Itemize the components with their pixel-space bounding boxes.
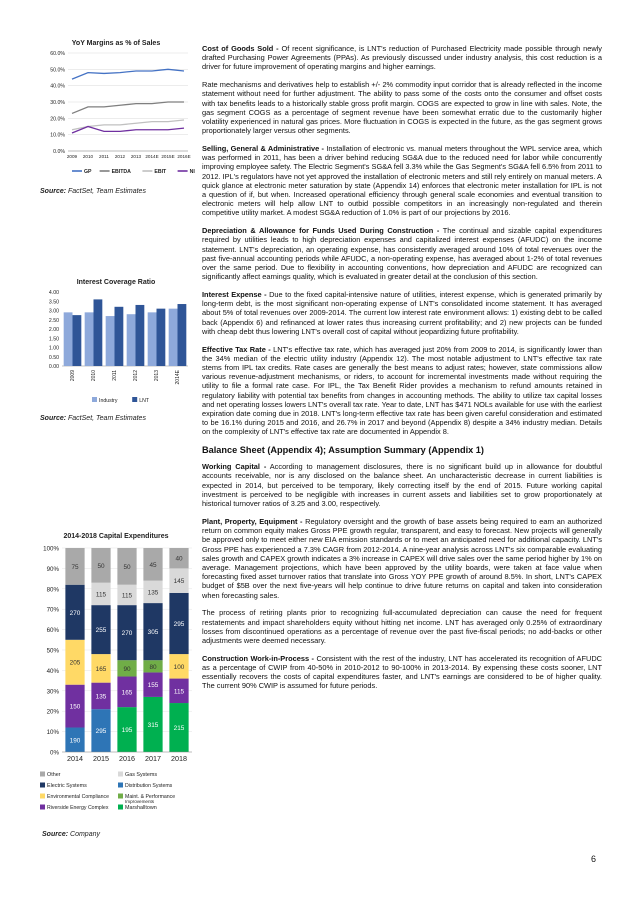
coverage-x-tick: 2010 <box>91 370 97 382</box>
margins-x-tick: 2016E <box>177 154 191 159</box>
coverage-x-tick: 2014E <box>175 370 181 385</box>
capex-legend-label: Distribution Systems <box>125 783 173 789</box>
capex-chart-plot <box>36 540 196 828</box>
coverage-legend-label: Industry <box>99 398 118 404</box>
coverage-bar-lnt <box>115 307 124 366</box>
capex-x-tick: 2016 <box>119 754 135 763</box>
coverage-legend-swatch <box>92 397 97 402</box>
capex-y-tick: 100% <box>43 545 59 553</box>
margins-x-tick: 2013 <box>130 154 142 159</box>
capex-legend-swatch <box>118 805 123 810</box>
margins-legend-label: EBITDA <box>111 169 131 175</box>
margins-x-tick: 2009 <box>66 154 78 159</box>
capex-data-label: 205 <box>69 659 81 667</box>
capex-chart-title: 2014-2018 Capital Expenditures <box>63 533 169 540</box>
text-column <box>202 44 602 699</box>
capex-source: Source: Company <box>42 831 100 838</box>
margins-y-tick: 20.0% <box>50 116 65 123</box>
margins-series-ebitda <box>72 102 184 113</box>
cwip-paragraph: Construction Work-in-Process - Consistent with the rest of the industry, LNT has accelerated its recognition of AFUDC as a percentage of CWIP from 40-50% in 2010-2012 to 90-100% in 2013-2014. By expensing these costs sooner, LNT essentially recovers the costs of capital expenditures faster, and LNT's earnings are considered to be of higher quality. The current 90% CWIP is assumed for future periods. <box>202 653 602 691</box>
capex-data-label: 295 <box>173 620 185 628</box>
capex-data-label: 40 <box>175 555 183 563</box>
capex-data-label: 255 <box>95 627 107 635</box>
capex-legend-swatch <box>118 772 123 777</box>
capex-legend-label: Other <box>47 772 61 778</box>
coverage-bar-lnt <box>178 304 187 366</box>
margins-series-ni <box>72 127 184 134</box>
sga-paragraph: Selling, General & Administrative - Installation of electronic vs. manual meters throughout the WPL service area, which was performed in 2011, has been a driver behind reducing SG&A due to the reduced need for labor while concurrently improving employee safety. The Electric Segment's SG&A fell 3.3% while the Gas Segment's SG&A fell 6.5% from 2011 to 2012. IPL's regulators have not yet approved the installation of electronic meters and still rely entirely on manual meters. A quick glance at electronic meter saturation by state (Appendix 14) enforces that electronic meter installation for IPL is not a question of if, but when. Increased operational efficiency through general scale economies and eventual transition to electronic meters will help allow LNT to outbid possible competitors in an increasingly non-regulated and therein competitive utility market. A modest SG&A reduction of 1.0% is part of our projections by 2016. <box>202 144 602 218</box>
depreciation-paragraph: Depreciation & Allowance for Funds Used During Construction - The continual and sizable capital expenditures required by utilities leads to high depreciation expenses and capitalized interest expenses (AFUDC) on the income statement. LNT's depreciation, an operating expense, has consistently averaged around 10% of total revenues over the past five-annual accounting periods while AFUDC, a non-operating expense, has averaged about 1-2% of total revenues over the same period. Due to flexibility in accounting conventions, how depreciation and AFUDC are recognized can significantly affect earnings quality, which is evaluated in greater detail at the conclusion of this section. <box>202 226 603 282</box>
capex-y-tick: 90% <box>46 565 59 573</box>
coverage-y-tick: 4.00 <box>48 290 59 296</box>
coverage-bar-lnt <box>94 299 103 366</box>
coverage-bar-industry <box>127 314 136 366</box>
capex-data-label: 135 <box>95 693 107 701</box>
capex-data-label: 50 <box>123 563 131 571</box>
capex-data-label: 115 <box>121 592 133 600</box>
coverage-source: Source: FactSet, Team Estimates <box>40 415 146 422</box>
capex-chart <box>36 533 196 838</box>
coverage-y-tick: 1.00 <box>48 345 59 352</box>
coverage-chart-title: Interest Coverage Ratio <box>76 279 156 286</box>
capex-y-tick: 60% <box>46 627 59 635</box>
capex-legend-label: Electric Systems <box>47 783 87 789</box>
coverage-legend-swatch <box>132 397 137 402</box>
capex-data-label: 195 <box>121 727 133 735</box>
capex-data-label: 145 <box>173 578 185 586</box>
coverage-bar-lnt <box>157 309 166 366</box>
coverage-legend-label: LNT <box>139 398 150 404</box>
coverage-bar-lnt <box>136 305 145 366</box>
capex-legend-label: Maint. & Performance Improvements <box>125 794 176 804</box>
margins-legend-label: NI <box>189 169 195 175</box>
coverage-y-tick: 0.00 <box>48 364 59 370</box>
coverage-chart-plot <box>40 286 192 410</box>
margins-x-tick: 2015E <box>161 154 175 159</box>
working-capital-paragraph: Working Capital - According to management disclosures, there is no significant build up in allowance for doubtful accounts receivable, nor is any disclosed on the balance sheet. An uncharacteristic decrease in current liabilities is expected in 2014, but perceived to be temporary, likely correcting itself by the end of 2015. Future working capital investment is perceived to be negligible with increases in current assets and liabilities set to grow proportionately at historical turnover ratios of 3.25 and 3.00, respectively. <box>202 462 602 509</box>
coverage-y-tick: 2.50 <box>48 317 59 324</box>
margins-x-tick: 2011 <box>99 154 109 159</box>
capex-data-label: 45 <box>149 561 157 569</box>
margins-x-tick: 2014E <box>145 154 159 159</box>
capex-legend-swatch <box>40 794 45 799</box>
capex-y-tick: 20% <box>46 708 59 716</box>
capex-legend-swatch <box>40 805 45 810</box>
capex-data-label: 150 <box>69 703 81 711</box>
margins-y-tick: 0.0% <box>53 149 65 155</box>
margins-y-tick: 40.0% <box>50 83 65 90</box>
capex-legend-swatch <box>118 794 123 799</box>
capex-data-label: 75 <box>71 563 79 571</box>
retiring-paragraph: The process of retiring plants prior to recognizing full-accumulated depreciation can cause the need for frequent restatements and impact shareholders equity without hitting net income. LNT has averaged only 0.25% of extraordinary losses from discontinued operations as a percentage of revenue over the past five-fiscal periods; no add-backs or other adjustments were deemed necessary. <box>202 608 602 645</box>
capex-data-label: 100 <box>173 663 185 671</box>
capex-data-label: 295 <box>95 728 107 736</box>
capex-data-label: 80 <box>149 663 157 671</box>
capex-x-tick: 2015 <box>93 754 109 763</box>
margins-series-gp <box>72 69 184 79</box>
capex-data-label: 315 <box>147 721 159 729</box>
coverage-x-tick: 2009 <box>70 370 76 382</box>
coverage-y-tick: 3.50 <box>48 299 59 306</box>
margins-y-tick: 60.0% <box>50 51 65 57</box>
capex-data-label: 165 <box>121 689 133 697</box>
capex-data-label: 50 <box>97 562 105 570</box>
page-number: 6 <box>591 854 597 864</box>
capex-legend-swatch <box>40 783 45 788</box>
coverage-bar-industry <box>106 316 115 366</box>
margins-legend-label: GP <box>84 169 92 175</box>
coverage-x-tick: 2013 <box>154 370 160 382</box>
margins-source: Source: FactSet, Team Estimates <box>40 188 146 195</box>
capex-y-tick: 40% <box>46 667 59 675</box>
coverage-bar-industry <box>148 312 157 366</box>
capex-data-label: 270 <box>69 609 81 617</box>
capex-data-label: 165 <box>95 665 107 673</box>
coverage-y-tick: 1.50 <box>48 336 59 343</box>
margins-chart <box>40 40 195 195</box>
ppe-paragraph: Plant, Property, Equipment - Regulatory oversight and the growth of base assets being required to earn an authorized return on common equity makes Gross PPE growth regular, transparent, and easy to forecast. New projects will generally be approved only to meet either new EIA emission standards or to meet an anticipated need for additional capacity. LNT's Gross PPE has experienced a 7.3% CAGR from 2012-2014. A nine-year analysis across LNT's six comparable evaluating sales growth and CAPEX growth indicates a 3% increase in CAPEX will drive sales over the same period higher by 1% on average. Management projections, which have been approved by the utility boards, were taken at face value when forecasting fixed asset turnover ratios that translate into Gross YOY PPE growth of around 8.5%. In short, LNT's CAPEX budget of $5B over the next five-years will help continue to drive future returns on capital and taken into consideration when forecasting sales. <box>202 516 603 600</box>
capex-legend-label: Environmental Compliance <box>47 794 109 800</box>
capex-y-tick: 70% <box>46 606 59 614</box>
coverage-chart <box>40 279 192 422</box>
margins-chart-title: YoY Margins as % of Sales <box>71 40 161 47</box>
margins-x-tick: 2012 <box>114 154 126 159</box>
tax-paragraph: Effective Tax Rate - LNT's effective tax rate, which has averaged just 20% from 2009 to 2014, is significantly lower than the 34% median of the electric utility industry (Appendix 12). The most notable adjustment to LNT's effective tax rate stems from IPL tax credits. Rate cases are generally the best means to adjust rates; however, state commissions allow various revenue-adjustment mechanisms, or riders, to account for incremental investments made without requiring the utility to file a formal rate case. For IPL, the Tax Benefit Rider provides a mechanism to refund amounts retained in regulatory liability with potential tax benefits from changes in accounting methods. The ability to utilize tax capital losses and net operating losses lowers LNT's overall tax rate. Year to date, LNT has $471 NOLs available for use with the earliest expiration date coming due in 2018. LNT's long-term effective tax rate has been given careful consideration and estimated to be 16.1% during 2015 and 2016, and 26.7% in 2017 and beyond (Appendix 8) despite a 34% industry median. Details on the complexity of LNT's effective tax rate are documented in Appendix 8. <box>202 344 602 437</box>
coverage-bar-industry <box>85 312 94 366</box>
capex-data-label: 115 <box>95 591 107 599</box>
capex-data-label: 215 <box>173 725 185 733</box>
coverage-x-tick: 2012 <box>133 370 139 382</box>
capex-legend-swatch <box>118 783 123 788</box>
margins-y-tick: 30.0% <box>50 100 65 106</box>
capex-data-label: 270 <box>121 630 133 638</box>
capex-y-tick: 0% <box>50 749 59 757</box>
capex-data-label: 305 <box>147 629 159 637</box>
capex-y-tick: 30% <box>46 688 59 696</box>
coverage-y-tick: 3.00 <box>48 308 59 315</box>
capex-data-label: 135 <box>147 589 159 597</box>
margins-series-ebit <box>72 120 184 130</box>
capex-legend-label: Gas Systems <box>125 772 158 778</box>
capex-y-tick: 10% <box>46 729 59 737</box>
capex-x-tick: 2018 <box>171 754 187 763</box>
margins-chart-plot <box>40 47 195 183</box>
coverage-x-tick: 2011 <box>112 370 118 381</box>
margins-x-tick: 2010 <box>82 154 94 159</box>
capex-x-tick: 2017 <box>145 754 161 763</box>
interest-paragraph: Interest Expense - Due to the fixed capital-intensive nature of utilities, interest expense, which is generated primarily by long-term debt, is the most significant non-operating expense of LNT's consolidated income statement. It has averaged about 5% of total revenues over 2009-2014. The current low interest rate environment allows: 1) existing debt to be called back (Appendix 6) and refinanced at lower rates thus increasing current profitability; and 2) new projects can be funded with cheap debt thus lowering LNT's overall cost of capital without jeopardizing future profitability. <box>202 290 602 336</box>
coverage-y-tick: 2.00 <box>48 327 59 333</box>
capex-legend-swatch <box>40 772 45 777</box>
capex-y-tick: 50% <box>46 647 59 655</box>
margins-y-tick: 10.0% <box>50 132 65 139</box>
rate-paragraph: Rate mechanisms and derivatives help to establish +/- 2% commodity input corridor that is already reflected in the income statement without need for further adjustment. The ability to pass some of the costs onto the consumer and offset costs with tax benefits leads to a historically stable gross profit margin. COGS are expected to grow in line with sales. Note, the gas segment COGS as a percentage of segment revenue have been somewhat erratic due to the customarily higher volatility experienced in natural gas prices. More fluctuation in COGS is expected in the future, as the gas segment grows proportionately larger versus other segments. <box>202 80 602 136</box>
capex-y-tick: 80% <box>46 586 59 594</box>
capex-data-label: 190 <box>69 737 81 745</box>
capex-legend-label: Marshalltown <box>125 805 157 811</box>
coverage-bar-lnt <box>73 315 82 366</box>
margins-y-tick: 50.0% <box>50 67 65 74</box>
cogs-paragraph: Cost of Goods Sold - Of recent significance, is LNT's reduction of Purchased Electricity made possible through newly drafted Purchasing Power Agreements (PPAs). As previously discussed under industry analysis, this cost reduction is a driver for future improvement of operating margins and higher earnings. <box>202 44 602 72</box>
coverage-bar-industry <box>64 312 73 366</box>
capex-data-label: 115 <box>173 688 185 696</box>
capex-data-label: 155 <box>147 682 159 690</box>
capex-legend-label: Riverside Energy Complex <box>47 805 109 811</box>
margins-legend-label: EBIT <box>154 169 167 175</box>
balance-sheet-heading: Balance Sheet (Appendix 4); Assumption Summary (Appendix 1) <box>202 445 484 456</box>
coverage-y-tick: 0.50 <box>48 354 59 361</box>
capex-data-label: 90 <box>123 665 131 673</box>
capex-x-tick: 2014 <box>67 754 83 763</box>
coverage-bar-industry <box>169 309 178 366</box>
